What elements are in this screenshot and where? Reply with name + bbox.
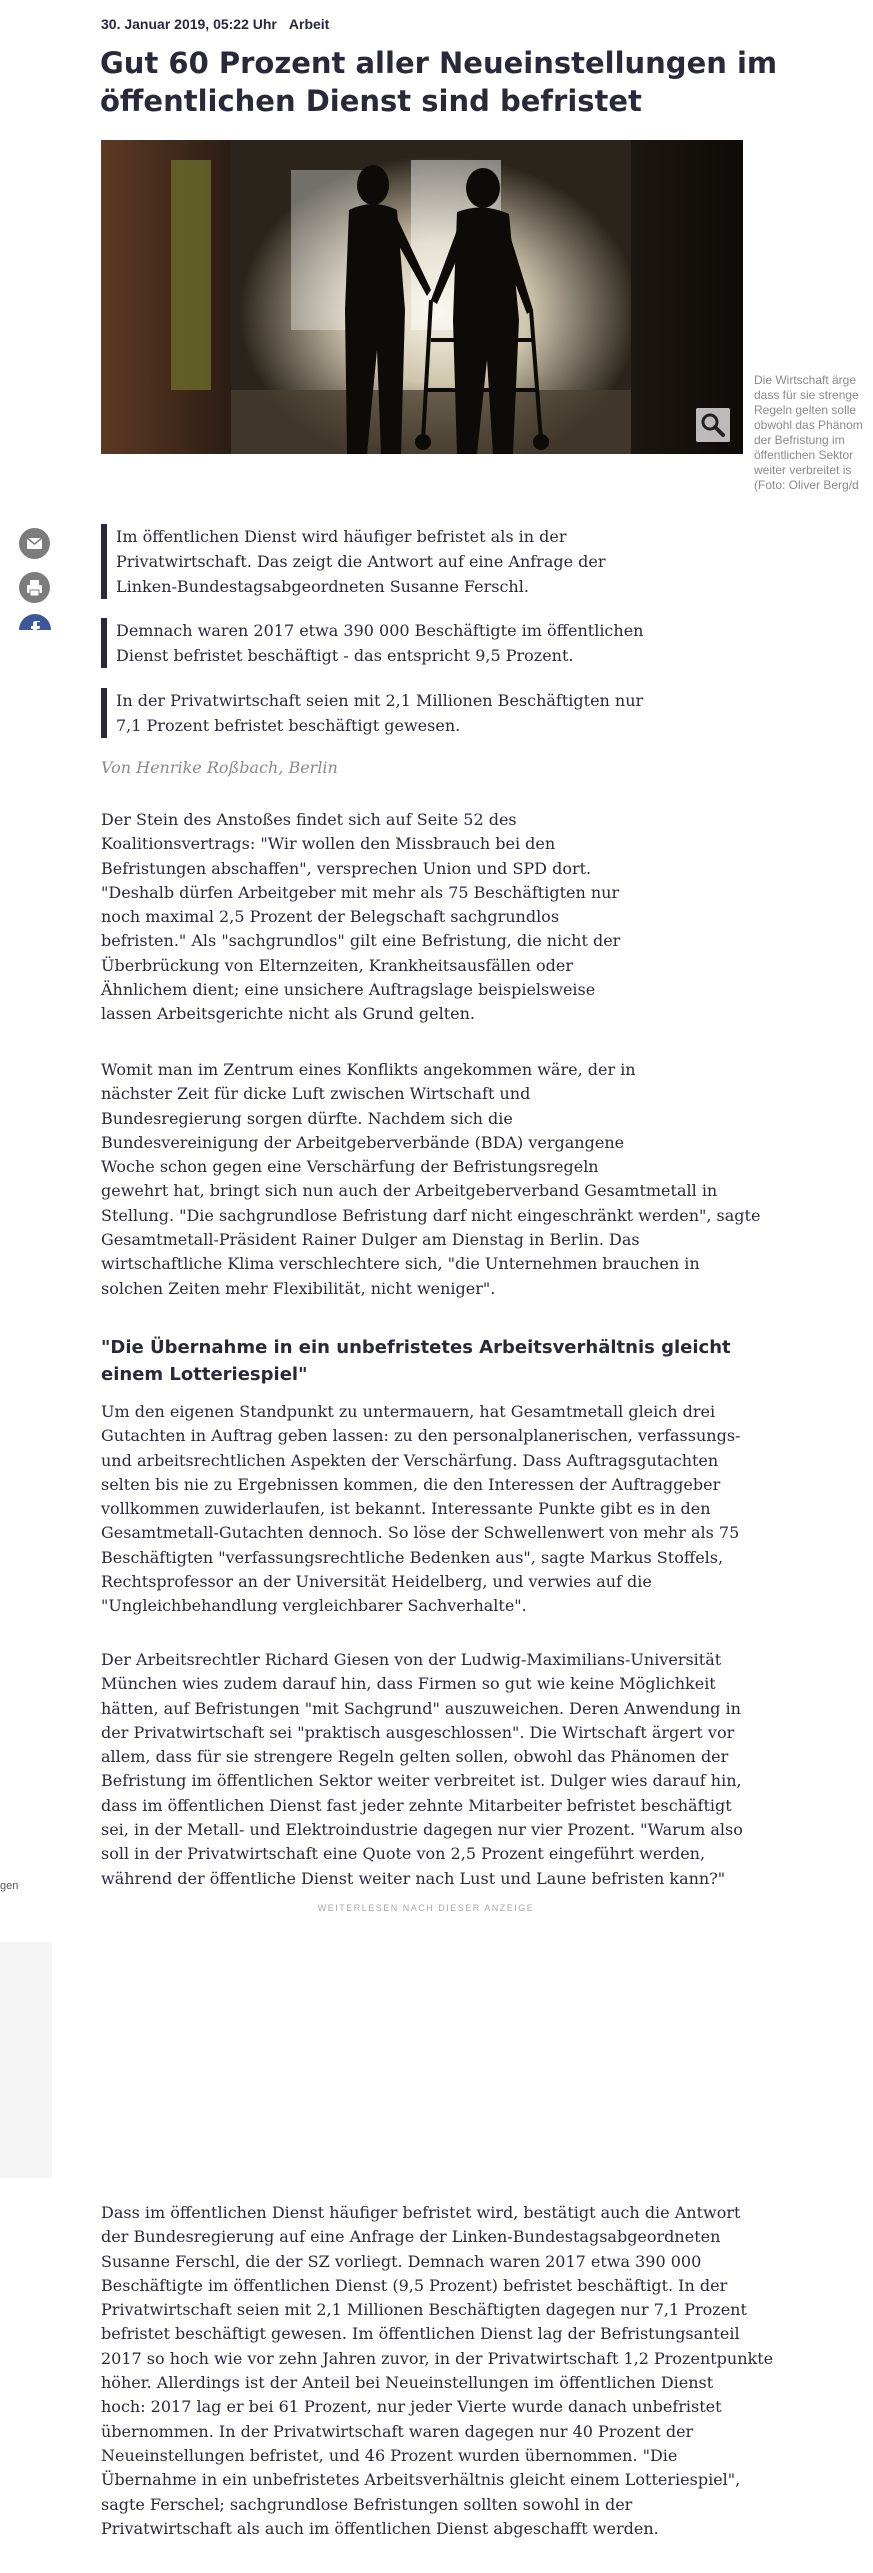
- ad-notice: WEITERLESEN NACH DIESER ANZEIGE: [317, 1903, 535, 1913]
- summary-bullet: Demnach waren 2017 etwa 390 000 Beschäftigte im öffentlichen Dienst befristet beschäftigt - das entspricht 9,5 Prozent.: [101, 618, 716, 668]
- print-icon: [19, 572, 50, 603]
- article-image[interactable]: [101, 140, 743, 454]
- body-paragraph: Der Arbeitsrechtler Richard Giesen von der Ludwig-Maximilians-Universität München wies zudem darauf hin, dass Firmen so gut wie keine Möglichkeit hätten, auf Befristungen "mit Sachgrund" auszuweichen. Deren Anwendung in der Privatwirtschaft sei "praktisch ausgeschlossen". Die Wirtschaft ärgert vor allem, dass für sie strengere Regeln gelten sollen, obwohl das Phänomen der Befristung im öffentlichen Sektor weiter verbreitet ist. Dulger wies darauf hin, dass im öffentlichen Dienst fast jeder zehnte Mitarbeiter befristet beschäftigt sei, in der Metall- und Elektroindustrie dagegen nur vier Prozent. "Warum also soll in der Privatwirtschaft eine Quote von 2,5 Prozent eingeführt werden, während der öffentliche Dienst weiter nach Lust und Laune befristen kann?": [101, 1650, 743, 1888]
- share-print-button[interactable]: [19, 572, 50, 603]
- facebook-icon: [19, 614, 51, 630]
- article-department[interactable]: Arbeit: [288, 16, 330, 32]
- body-paragraph: Um den eigenen Standpunkt zu untermauern, hat Gesamtmetall gleich drei Gutachten in Auftrag geben lassen: zu den personalplanerischen, verfassungs- und arbeitsrechtlichen Aspekten der Verschärfung. Dass Auftragsgutachten selten bis nie zu Ergebnissen kommen, die den Interessen der Auftraggeber vollkommen zuwiderlaufen, ist bekannt. Interessante Punkte gibt es in den Gesamtmetall-Gutachten dennoch. So löse der Schwellenwert von mehr als 75 Beschäftigten "verfassungsrechtliche Bedenken aus", sagte Markus Stoffels, Rechtsprofessor an der Universität Heidelberg, und verwies auf die "Ungleichbehandlung vergleichbarer Sachverhalte".: [101, 1402, 741, 1616]
- article-date: 30. Januar 2019, 05:22 Uhr: [101, 16, 277, 32]
- body-paragraph: Der Stein des Anstoßes findet sich auf Seite 52 des Koalitionsvertrags: "Wir wollen den Missbrauch bei den Befristungen abschaffen", versprechen Union und SPD dort. "Deshalb dürfen Arbeitgeber mit mehr als 75 Beschäftigten nur noch maximal 2,5 Prozent der Belegschaft sachgrundlos befristen." Als "sachgrundlos" gilt eine Befristung, die nicht der Überbrückung von Elternzeiten, Krankheitsausfällen oder Ähnlichem dient; eine unsichere Auftragslage beispielsweise lassen Arbeitsgerichte nicht als Grund gelten.: [101, 810, 621, 1024]
- sidebar-ad-placeholder: [0, 1942, 52, 2178]
- zoom-button[interactable]: [696, 408, 730, 442]
- body-paragraph: Dass im öffentlichen Dienst häufiger befristet wird, bestätigt auch die Antwort der Bundesregierung auf eine Anfrage der Linken-Bundestagsabgeordneten Susanne Ferschl, die der SZ vorliegt. Demnach waren 2017 etwa 390 000 Beschäftigte im öffentlichen Dienst (9,5 Prozent) befristet beschäftigt. In der Privatwirtschaft seien mit 2,1 Millionen Beschäftigten dagegen nur 7,1 Prozent befristet beschäftigt gewesen. Im öffentlichen Dienst lag der Befristungsanteil 2017 so hoch wie vor zehn Jahren zuvor, in der Privatwirtschaft 1,2 Prozentpunkte höher. Allerdings ist der Anteil bei Neueinstellungen im öffentlichen Dienst hoch: 2017 lag er bei 61 Prozent, nur jeder Vierte wurde danach unbefristet übernommen. In der Privatwirtschaft waren dagegen nur 40 Prozent der Neueinstellungen befristet, und 46 Prozent wurden übernommen. "Die Übernahme in ein unbefristetes Arbeitsverhältnis gleicht einem Lotteriespiel", sagte Ferschel; sachgrundlose Befristungen sollten sowohl in der Privatwirtschaft als auch im öffentlichen Dienst abgeschafft werden.: [101, 2203, 774, 2538]
- zoom-icon: [696, 408, 730, 442]
- article-photo: [101, 140, 743, 454]
- byline: Von Henrike Roßbach, Berlin: [101, 758, 338, 777]
- article-headline: Gut 60 Prozent aller Neueinstellungen im öffentlichen Dienst sind befristet: [100, 46, 778, 118]
- mail-icon: [19, 528, 50, 559]
- image-caption: Die Wirtschaft ärge dass für sie strenge Regeln gelten solle obwohl das Phänom der Befristung im öffentlichen Sektor weiter verbreitet is (Foto: Oliver Berg/d: [754, 373, 863, 492]
- article-meta: [101, 16, 329, 32]
- sidebar-fragment: gen: [0, 1880, 19, 1892]
- share-facebook-button[interactable]: [19, 614, 51, 630]
- summary-bullet: Im öffentlichen Dienst wird häufiger befristet als in der Privatwirtschaft. Das zeigt die Antwort auf eine Anfrage der Linken-Bundestagsabgeordneten Susanne Ferschl.: [101, 524, 716, 599]
- summary-bullet: In der Privatwirtschaft seien mit 2,1 Millionen Beschäftigten nur 7,1 Prozent befristet beschäftigt gewesen.: [101, 688, 716, 738]
- body-paragraph: Womit man im Zentrum eines Konflikts angekommen wäre, der in nächster Zeit für dicke Luft zwischen Wirtschaft und Bundesregierung sorgen dürfte. Nachdem sich die Bundesvereinigung der Arbeitgeberverbände (BDA) vergangene Woche schon gegen eine Verschärfung der Befristungsregeln gewehrt hat, bringt sich nun auch der Arbeitgeberverband Gesamtmetall in Stellung. "Die sachgrundlose Befristung darf nicht eingeschränkt werden", sagte Gesamtmetall-Präsident Rainer Dulger am Dienstag in Berlin. Das wirtschaftliche Klima verschlechtere sich, "die Unternehmen brauchen in solchen Zeiten mehr Flexibilität, nicht weniger".: [101, 1060, 761, 1298]
- subheading: "Die Übernahme in ein unbefristetes Arbeitsverhältnis gleicht einem Lotteriespiel": [101, 1337, 731, 1385]
- share-mail-button[interactable]: [19, 528, 50, 559]
